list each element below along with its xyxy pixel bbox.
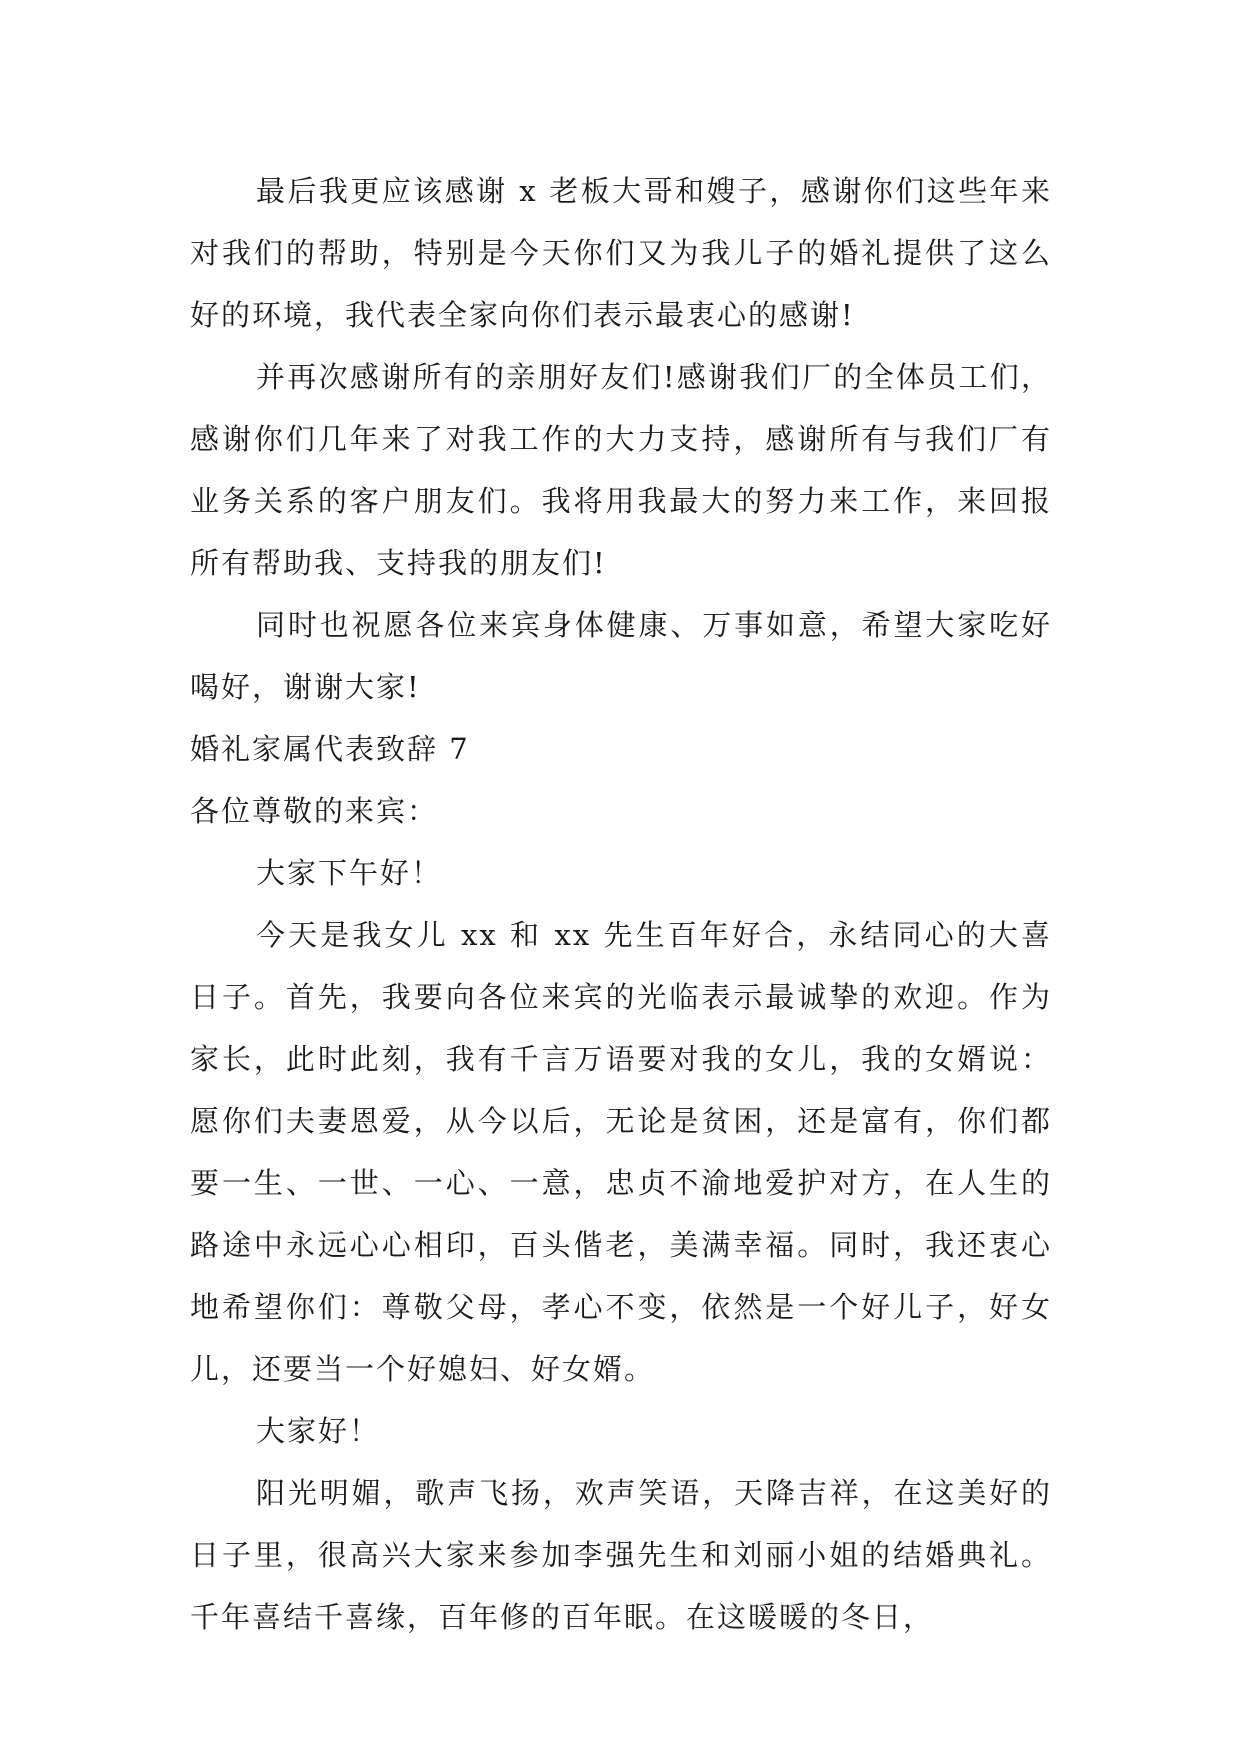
document-body [190, 160, 1052, 1648]
paragraph-blessing: 同时也祝愿各位来宾身体健康、万事如意，希望大家吃好喝好，谢谢大家! [190, 608, 1052, 704]
salutation: 各位尊敬的来宾： [190, 794, 439, 828]
paragraph-thanks-boss: 最后我更应该感谢 x 老板大哥和嫂子，感谢你们这些年来对我们的帮助，特别是今天你们又为我儿子的婚礼提供了这么好的环境，我代表全家向你们表示最衷心的感谢! [190, 174, 1052, 332]
greeting-everyone: 大家好！ [256, 1414, 381, 1448]
paragraph-daughter-wedding: 今天是我女儿 xx 和 xx 先生百年好合，永结同心的大喜日子。首先，我要向各位来宾的光临表示最诚挚的欢迎。作为家长，此时此刻，我有千言万语要对我的女儿，我的女婿说：愿你们夫妻恩爱，从今以后，无论是贫困，还是富有，你们都要一生、一世、一心、一意，忠贞不渝地爱护对方，在人生的路途中永远心心相印，百头偕老，美满幸福。同时，我还衷心地希望你们：尊敬父母，孝心不变，依然是一个好儿子，好女儿，还要当一个好媳妇、好女婿。 [190, 918, 1052, 1386]
paragraph-sunny-day: 阳光明媚，歌声飞扬，欢声笑语，天降吉祥，在这美好的日子里，很高兴大家来参加李强先生和刘丽小姐的结婚典礼。千年喜结千喜缘，百年修的百年眠。在这暖暖的冬日， [190, 1476, 1052, 1634]
section-title: 婚礼家属代表致辞 7 [190, 732, 470, 766]
paragraph-thanks-friends: 并再次感谢所有的亲朋好友们!感谢我们厂的全体员工们，感谢你们几年来了对我工作的大力支持，感谢所有与我们厂有业务关系的客户朋友们。我将用我最大的努力来工作，来回报所有帮助我、支持我的朋友们! [190, 360, 1052, 580]
greeting-afternoon: 大家下午好！ [256, 856, 443, 890]
